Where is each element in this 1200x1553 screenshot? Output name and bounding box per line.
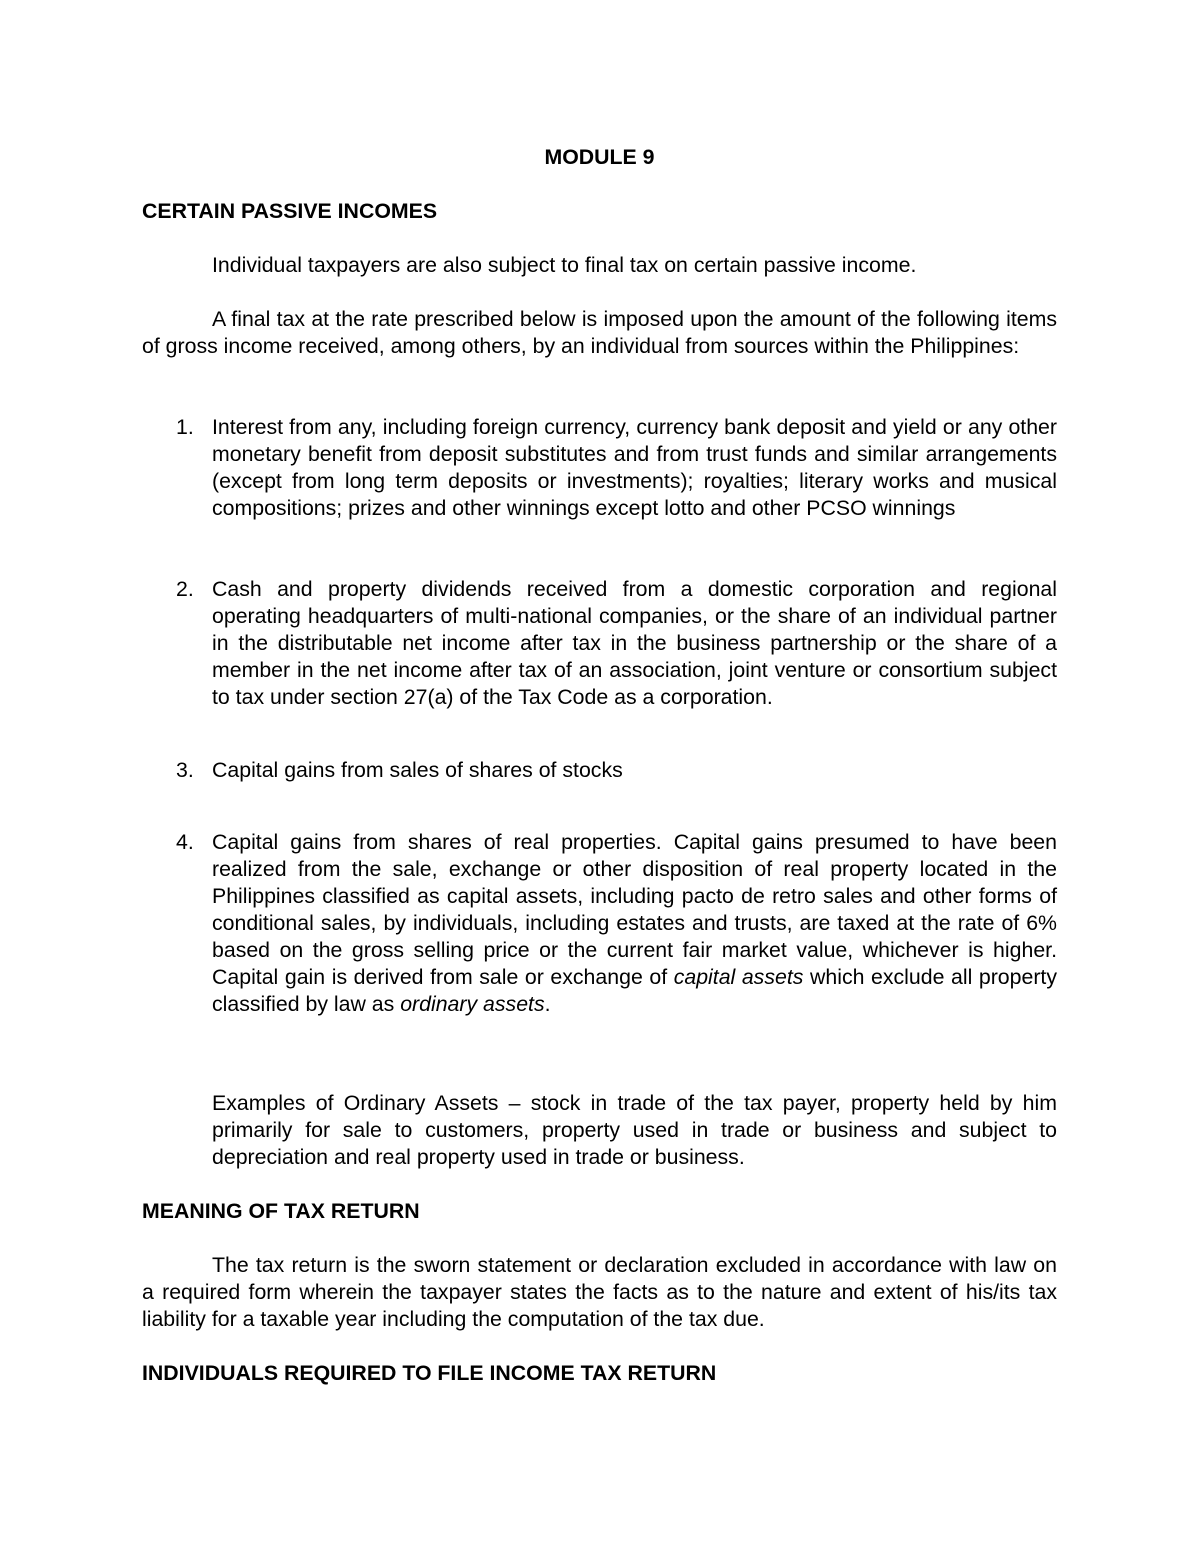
module-title: MODULE 9 [544,145,655,169]
list-number: 3. [176,758,194,782]
heading-meaning-of-tax-return: MEANING OF TAX RETURN [142,1199,420,1223]
list-number: 1. [176,415,194,439]
italic-capital-assets: capital assets [673,965,804,989]
list-item-text: Interest from any, including foreign currency, currency bank deposit and yield or any other monetary benefit from deposit substitutes and from trust funds and similar arrangements (except from long term deposits or investments); royalties; literary works and musical compositions; prizes and other winnings except lotto and other PCSO winnings [212,415,1057,520]
list-item-2 [142,576,1057,711]
heading-certain-passive-incomes: CERTAIN PASSIVE INCOMES [142,199,438,223]
list-item-text: Capital gains from sales of shares of stocks [212,758,623,782]
tax-return-paragraph: The tax return is the sworn statement or declaration excluded in accordance with law on a required form wherein the taxpayer states the facts as to the nature and extent of his/its tax liability for a taxable year including the computation of the tax due. [142,1253,1057,1331]
list-item-3 [142,757,1057,784]
list-number: 2. [176,577,194,601]
italic-ordinary-assets: ordinary assets [400,992,545,1016]
item-text-after: . [544,992,551,1016]
list-item-text: Cash and property dividends received from a domestic corporation and regional operating headquarters of multi-national companies, or the share of an individual partner in the distributable net income after tax in the business partnership or the share of a member in the net income after tax of an association, joint venture or consortium subject to tax under section 27(a) of the Tax Code as a corporation. [212,577,1057,709]
list-number: 4. [176,830,194,854]
list-item-1 [142,414,1057,522]
final-tax-paragraph: A final tax at the rate prescribed below is imposed upon the amount of the following items of gross income received, among others, by an individual from sources within the Philippines: [142,307,1057,358]
intro-paragraph: Individual taxpayers are also subject to final tax on certain passive income. [212,253,917,277]
heading-individuals-required: INDIVIDUALS REQUIRED TO FILE INCOME TAX RETURN [142,1361,717,1385]
item-text-middle: which exclude all property classified by law as [212,965,1058,1016]
examples-paragraph: Examples of Ordinary Assets – stock in trade of the tax payer, property held by him primarily for sale to customers, property used in trade or business and subject to depreciation and real property used in trade or business. [212,1091,1057,1169]
list-item-4 [142,829,1057,1018]
item-text-before: Capital gains from shares of real properties. Capital gains presumed to have been realized from the sale, exchange or other disposition of real property located in the Philippines classified as capital assets, including pacto de retro sales and other forms of conditional sales, by individuals, including estates and trusts, are taxed at the rate of 6% based on the gross selling price or the current fair market value, whichever is higher. Capital gain is derived from sale or exchange of [212,830,1057,989]
list-item-text [212,829,1057,1018]
